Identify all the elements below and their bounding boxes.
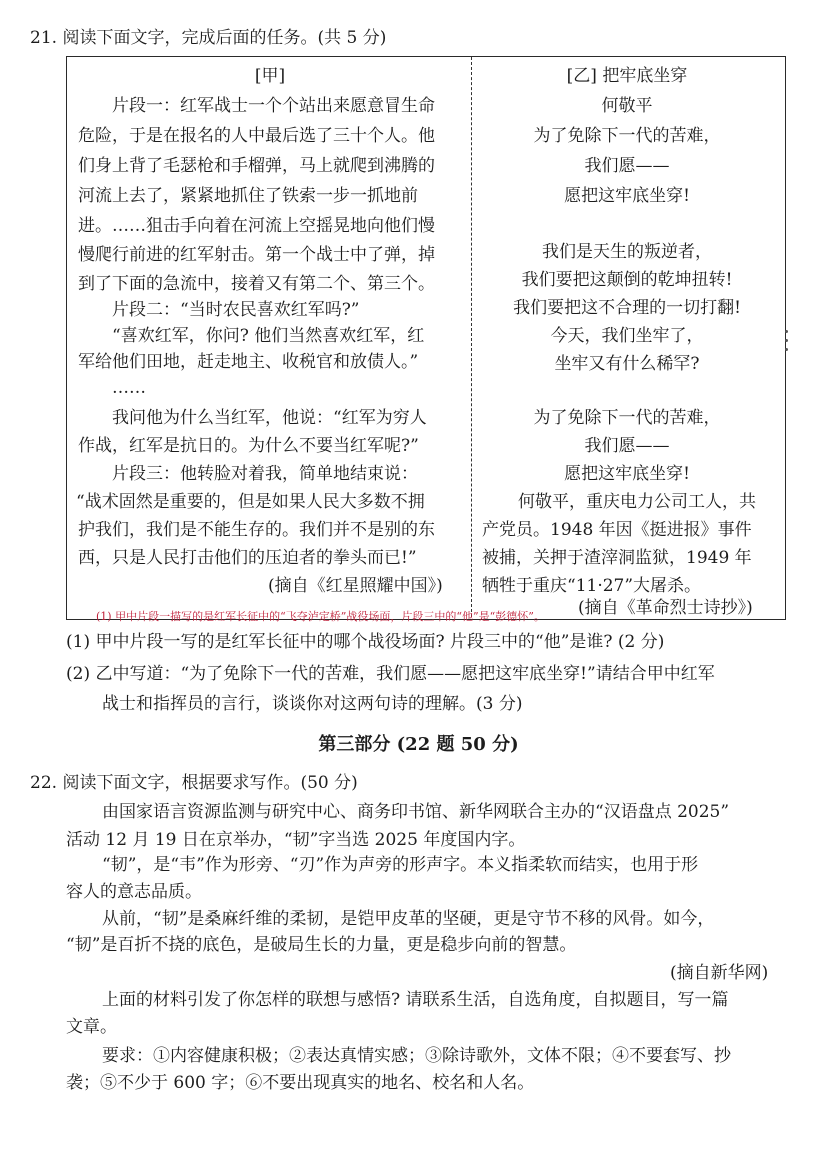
yi-poem-line: 我们愿——: [584, 436, 670, 456]
q22-para-line: 从前，“韧”是桑麻纤维的柔韧，是铠甲皮革的坚硬，更是守节不移的风骨。如今，: [102, 909, 715, 929]
q22-para-line: 由国家语言资源监测与研究中心、商务印书馆、新华网联合主办的“汉语盘点 2025”: [102, 802, 730, 822]
part3-heading: 第三部分 (22 题 50 分): [318, 734, 519, 755]
task-1: (1) 甲中片段一写的是红军长征中的哪个战役场面? 片段三中的“他”是谁? (2 分): [66, 632, 665, 652]
task-2-line: 战士和指挥员的言行，谈谈你对这两句诗的理解。(3 分): [102, 694, 523, 714]
yi-poem-line: 我们是天生的叛逆者，: [542, 242, 712, 262]
q22-para-line: “韧”，是“韦”作为形旁、“刃”作为声旁的形声字。本义指柔软而结实，也用于形: [102, 855, 699, 875]
yi-poem-line: 愿把这牢底坐穿!: [564, 186, 690, 206]
yi-bio-line: 被捕，关押于渣滓洞监狱，1949 年: [482, 548, 752, 568]
jia-line: 进。……狙击手向着在河流上空摇晃地向他们慢: [78, 216, 435, 236]
jia-line: 片段一：红军战士一个个站出来愿意冒生命: [112, 96, 435, 116]
yi-author: 何敬平: [601, 96, 653, 116]
jia-line: “喜欢红军，你问? 他们当然喜欢红军，红: [112, 326, 425, 346]
jia-line: 慢爬行前进的红军射击。第一个战士中了弹，掉: [78, 245, 435, 265]
answer-note: (1) 甲中片段一描写的是红军长征中的“飞夺泸定桥”战役场面，片段三中的“他”是“彭德怀”。: [96, 610, 545, 623]
q22-prompt-line: 文章。: [66, 1017, 117, 1037]
q22-para-line: 容人的意志品质。: [66, 882, 202, 902]
yi-bio-line: 牺牲于重庆“11·27”大屠杀。: [482, 576, 702, 596]
jia-source: (摘自《红星照耀中国》): [268, 576, 443, 596]
yi-title: [乙] 把牢底坐穿: [566, 66, 688, 86]
q21-heading: 21. 阅读下面文字，完成后面的任务。(共 5 分): [30, 28, 387, 48]
jia-line: 到了下面的急流中，接着又有第二个、第三个。: [78, 274, 435, 294]
yi-poem-line: 我们愿——: [584, 156, 670, 176]
jia-line: 西，只是人民打击他们的压迫者的拳头而已!”: [78, 548, 417, 568]
q22-source: (摘自新华网): [670, 963, 769, 983]
edge-dots: [785, 330, 788, 357]
jia-line: 我问他为什么当红军，他说：“红军为穷人: [112, 408, 427, 428]
q22-req-line: 袭；⑤不少于 600 字；⑥不要出现真实的地名、校名和人名。: [66, 1073, 535, 1093]
yi-poem-line: 今天，我们坐牢了，: [550, 326, 704, 346]
jia-line: ……: [112, 378, 146, 398]
yi-poem-line: 坐牢又有什么稀罕?: [554, 354, 700, 374]
q22-prompt-line: 上面的材料引发了你怎样的联想与感悟? 请联系生活，自选角度，自拟题目，写一篇: [102, 990, 729, 1010]
yi-poem-line: 为了免除下一代的苦难，: [533, 408, 721, 428]
column-divider: [471, 57, 472, 617]
jia-title: [甲]: [254, 66, 286, 86]
task-2-line: (2) 乙中写道：“为了免除下一代的苦难，我们愿——愿把这牢底坐穿!”请结合甲中红军: [66, 664, 715, 684]
jia-line: 片段三：他转脸对着我，简单地结束说：: [112, 464, 418, 484]
yi-bio-line: 何敬平，重庆电力公司工人，共: [518, 492, 756, 512]
jia-line: 河流上去了，紧紧地抓住了铁索一步一抓地前: [78, 186, 418, 206]
jia-line: 们身上背了毛瑟枪和手榴弹，马上就爬到沸腾的: [78, 156, 435, 176]
jia-line: 危险，于是在报名的人中最后选了三十个人。他: [78, 126, 435, 146]
q22-req-line: 要求：①内容健康积极；②表达真情实感；③除诗歌外，文体不限；④不要套写、抄: [102, 1046, 731, 1066]
yi-poem-line: 为了免除下一代的苦难，: [533, 126, 721, 146]
jia-line: 片段二：“当时农民喜欢红军吗?”: [112, 300, 360, 320]
yi-poem-line: 我们要把这不合理的一切打翻!: [513, 298, 741, 318]
yi-source: (摘自《革命烈士诗抄》): [578, 598, 753, 618]
jia-line: 作战，红军是抗日的。为什么不要当红军呢?”: [78, 436, 419, 456]
yi-bio-line: 产党员。1948 年因《挺进报》事件: [482, 520, 752, 540]
yi-poem-line: 我们要把这颠倒的乾坤扭转!: [521, 270, 733, 290]
jia-line: “战术固然是重要的，但是如果人民大多数不拥: [76, 492, 425, 512]
jia-line: 护我们，我们是不能生存的。我们并不是别的东: [78, 520, 435, 540]
jia-line: 军给他们田地，赶走地主、收税官和放债人。”: [78, 352, 419, 372]
q22-para-line: “韧”是百折不挠的底色，是破局生长的力量，更是稳步向前的智慧。: [66, 935, 577, 955]
yi-poem-line: 愿把这牢底坐穿!: [564, 464, 690, 484]
q22-heading: 22. 阅读下面文字，根据要求写作。(50 分): [30, 773, 358, 793]
q22-para-line: 活动 12 月 19 日在京举办，“韧”字当选 2025 年度国内字。: [66, 830, 526, 850]
